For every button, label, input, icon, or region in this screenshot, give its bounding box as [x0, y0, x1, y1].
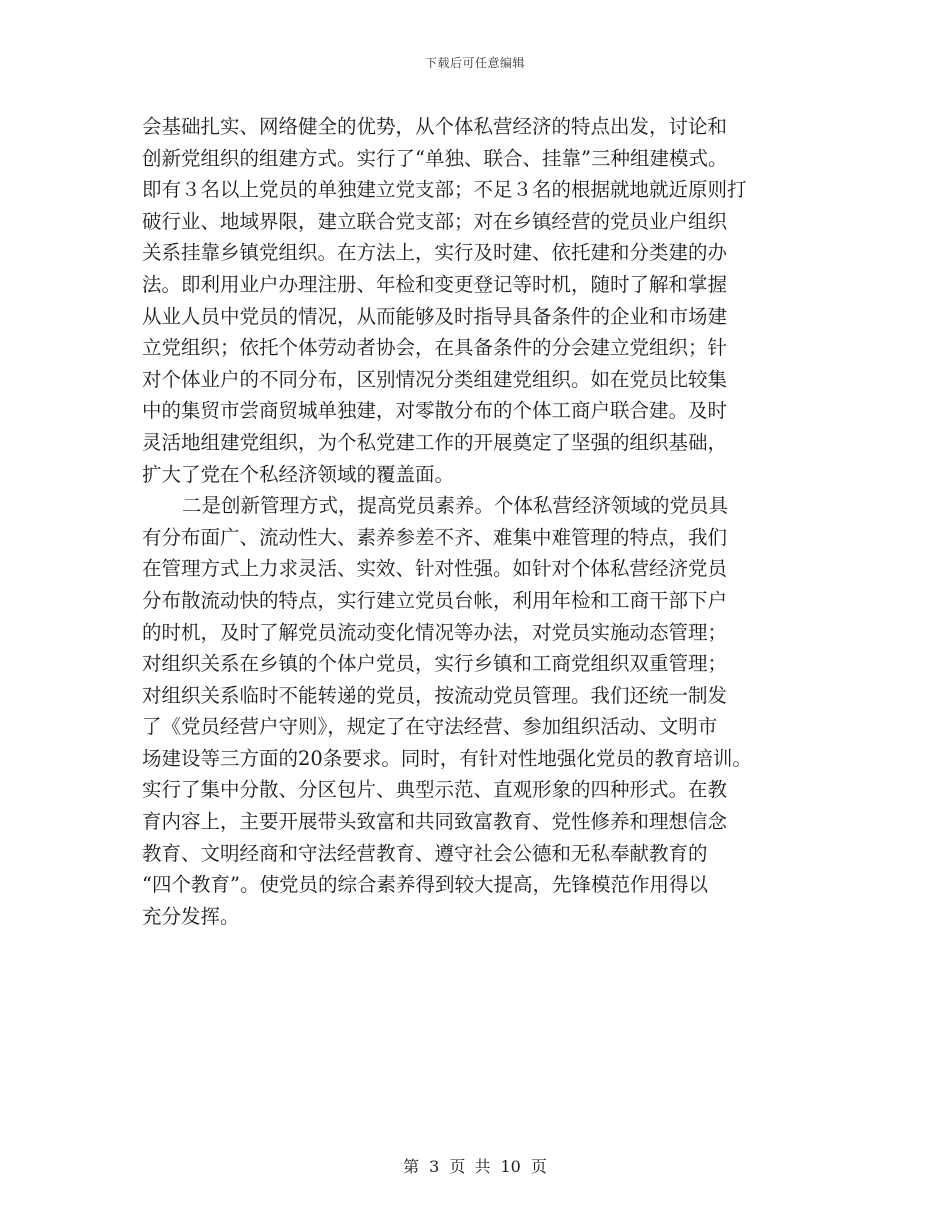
text-line: 二是创新管理方式，提高党员素养。个体私营经济领域的党员具: [182, 494, 729, 518]
text-line: 扩大了党在个私经济领域的覆盖面。: [142, 462, 455, 486]
text-line: 在管理方式上力求灵活、实效、针对性强。如针对个体私营经济党员: [142, 557, 728, 581]
text-line: 对组织关系临时不能转递的党员，按流动党员管理。我们还统一制发: [142, 683, 728, 707]
text-line: 实行了集中分散、分区包片、典型示范、直观形象的四种形式。在教: [142, 778, 728, 802]
text-line: 立党组织；依托个体劳动者协会，在具备条件的分会建立党组织；针: [142, 336, 728, 360]
text-line: 破行业、地域界限，建立联合党支部；对在乡镇经营的党员业户组织: [142, 209, 728, 233]
text-line: 分布散流动快的特点，实行建立党员台帐，利用年检和工商干部下户: [142, 588, 728, 612]
text-line: 对个体业户的不同分布，区别情况分类组建党组织。如在党员比较集: [142, 367, 728, 391]
text-line: 关系挂靠乡镇党组织。在方法上，实行及时建、依托建和分类建的办: [142, 241, 728, 265]
text-line: 对组织关系在乡镇的个体户党员，实行乡镇和工商党组织双重管理；: [142, 652, 728, 676]
page-label-suffix: 页: [530, 1157, 547, 1176]
page-current-number: 3: [429, 1157, 440, 1176]
text-line: 了《党员经营户守则》，规定了在守法经营、参加组织活动、文明市: [142, 715, 718, 739]
page-total-number: 10: [500, 1157, 521, 1176]
text-line: 育内容上，主要开展带头致富和共同致富教育、党性修养和理想信念: [142, 810, 728, 834]
text-line: 教育、文明经商和守法经营教育、遵守社会公德和无私奉献教育的: [142, 841, 708, 865]
text-line: 从业人员中党员的情况，从而能够及时指导具备条件的企业和市场建: [142, 304, 728, 328]
page-footer: [0, 1154, 950, 1177]
text-line: 中的集贸市尝商贸城单独建，对零散分布的个体工商户联合建。及时: [142, 399, 728, 423]
text-line: 创新党组织的组建方式。实行了“单独、联合、挂靠”三种组建模式。: [142, 146, 728, 170]
text-line: 灵活地组建党组织，为个私党建工作的开展奠定了坚强的组织基础，: [142, 430, 728, 454]
text-line: 会基础扎实、网络健全的优势，从个体私营经济的特点出发，讨论和: [142, 115, 728, 138]
page-header: 下载后可任意编辑: [424, 56, 525, 70]
text-line: 充分发挥。: [142, 904, 240, 928]
text-line: “四个教育”。使党员的综合素养得到较大提高，先锋模范作用得以: [142, 873, 708, 897]
text-line: 法。即利用业户办理注册、年检和变更登记等时机，随时了解和掌握: [142, 272, 728, 296]
text-line: 场建设等三方面的20条要求。同时，有针对性地强化党员的教育培训。: [142, 746, 752, 770]
page-label-mid: 页 共: [449, 1157, 491, 1176]
text-line: 即有３名以上党员的单独建立党支部；不足３名的根据就地就近原则打: [142, 178, 747, 202]
document-body: [142, 111, 822, 932]
text-line: 有分布面广、流动性大、素养参差不齐、难集中难管理的特点，我们: [142, 525, 728, 549]
page-label-prefix: 第: [403, 1157, 420, 1176]
text-line: 的时机，及时了解党员流动变化情况等办法，对党员实施动态管理；: [142, 620, 728, 644]
